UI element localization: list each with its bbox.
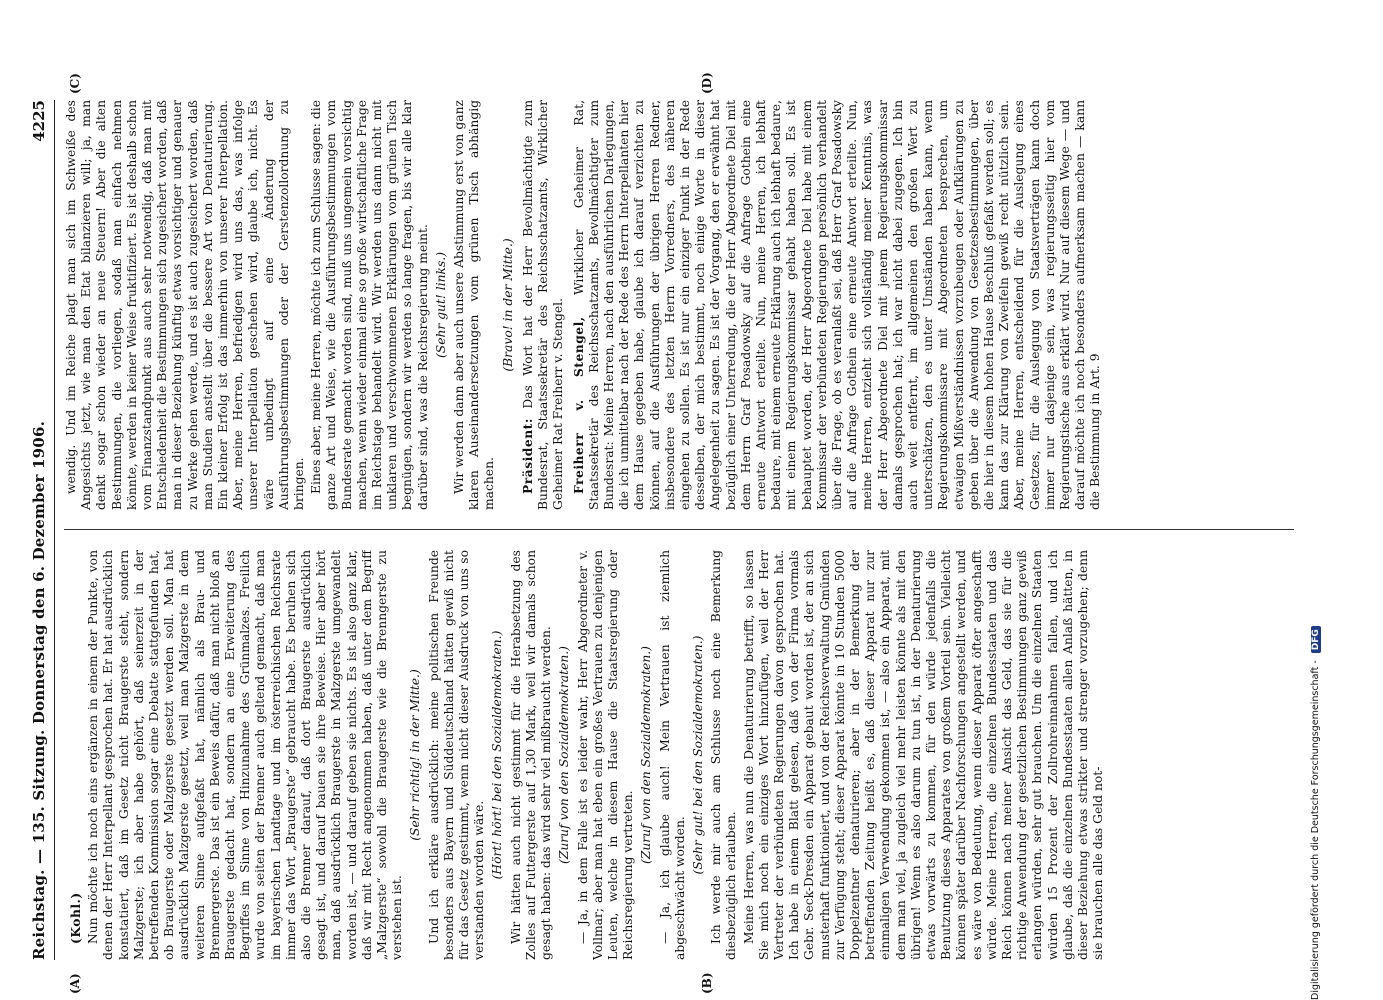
page-header-title: Reichstag. — 135. Sitzung. Donnerstag den 6. Dezember 1906.: [30, 421, 48, 960]
speaker-name: Präsident:: [519, 418, 535, 494]
left-paragraph: Ich werde mir auch am Schlusse noch eine Bemerkung diesbezüglich erlauben.: [709, 550, 739, 960]
margin-marker-a: (A): [68, 973, 82, 994]
left-paragraph: — Ja, ich glaube auch! Mein Vertrauen ist ziemlich abgeschwächt worden.: [657, 550, 687, 960]
dfg-logo: DFG: [1311, 626, 1321, 653]
digitization-credit-text: Digitalisierung gefördert durch die Deutsche Forschungsgemeinschaft -: [1310, 660, 1321, 1000]
document-page: [20, 60, 1320, 1000]
right-paragraph: Eines aber, meine Herren, möchte ich zum Schlusse sagen: die ganze Art und Weise, wie die Ausführungsbestimmungen vom Bundesrate gemacht worden sind, muß uns ungemein vorsichtig machen, wenn wieder einmal eine so große wirtschaftliche Frage im Reichstage behandelt wird. Wir werden uns dann nicht mit unklaren und verschwommenen Erklärungen vom grünen Tisch begnügen, sondern wir werden so lange fragen, bis wir alle klar darüber sind, was die Reichsregierung meint.: [309, 100, 430, 510]
left-interjection: (Sehr gut! bei den Sozialdemokraten.): [690, 635, 705, 875]
right-paragraph: Wir werden dann aber auch unsere Abstimmung erst von ganz klaren Auseinandersetzungen vom grünen Tisch abhängig machen.: [452, 100, 497, 510]
right-speaker-paragraph: [571, 100, 1104, 510]
right-paragraph: wendig. Und im Reiche plagt man sich im Schweiße des Angesichts jetzt, wie man den Etat bilanzieren will; ja, man denkt sogar schon wieder an neue Steuern! Aber die alten Bestimmungen, die vorliegen, sodaß man einfach nehmen könnte, werden in keiner Weise fruktifiziert. Es ist deshalb schon vom Finanzstandpunkt aus auch sehr notwendig, daß man mit Entschiedenheit die Bestimmungen sich zugesichert worden, daß man in dieser Beziehung künftig etwas vorsichtiger und genauer zu Werke gehen werde, und es ist auch zugesichert worden, daß man Studien anstellt über die bessere Art von Denaturierung. Ein kleiner Erfolg ist das immerhin von unserer Interpellation. Aber, meine Herren, befriedigen wird uns das, was infolge unserer Interpellation geschehen wird, glaube ich, nicht. Es wäre unbedingt auf eine Änderung der Ausführungsbestimmungen oder der Gerstenzollordnung zu bringen.: [64, 100, 307, 510]
right-speaker-paragraph: [520, 100, 567, 510]
left-speaker-paragraph: [68, 550, 84, 960]
speech-text: Das Wort hat der Herr Bevollmächtigte zum Bundesrat, Staatssekretär des Reichsschatzamts, Wirklicher Geheimer Rat Freiherr v. Stengel.: [520, 100, 566, 510]
margin-marker-d: (D): [700, 72, 714, 94]
left-paragraph: Nun möchte ich noch eins ergänzen in einem der Punkte, von denen der Herr Interpellant gesprochen hat. Er hat ausdrücklich konstatiert, daß im Gesetz nicht Braugerste steht, sondern Malzgerste; ich aber habe gehört, daß seinerzeit in der betreffenden Kommission sogar eine Debatte stattgefunden hat, ob Braugerste oder Malzgerste gesetzt werden soll. Man hat ausdrücklich Malzgerste gesetzt, weil man Malzgerste in dem weiteren Sinne aufgefaßt hat, nämlich als Brau- und Brennergerste. Das ist ein Beweis dafür, daß man nicht bloß an Braugerste gedacht hat, sondern an eine Erweiterung des Begriffes im Sinne von Hinzunahme des Grünmalzes. Freilich wurde von seiten der Brenner auch geltend gemacht, daß man im bayerischen Landtage und im österreichischen Reichsrate immer das Wort „Braugerste“ gebraucht habe. Es beruhen sich also die Brenner darauf, daß dort Braugerste ausdrücklich gesagt ist, und darauf bauen sie ihre Beweise. Hier aber hört man, daß ausdrücklich Braugerste in Malzgerste umgewandelt worden ist, — und darauf geben sie nichts. Es ist also ganz klar, daß wir mit Recht angenommen haben, daß unter dem Begriff „Malzgerste“ sowohl die Braugerste wie die Brenngerste zu verstehen ist.: [86, 550, 405, 960]
left-interjection: (Sehr richtig! in der Mitte.): [408, 669, 423, 841]
speech-text: Wirklicher Geheimer Rat, Staatssekretär des Reichsschatzamts, Bevollmächtigter zum Bundesrat: Meine Herren, nach den ausführlichen Darlegungen, die ich unmittelbar nach der Rede des Herrn Interpellanten hier dem Hause gegeben habe, glaube ich darauf verzichten zu können, auf die Ausführungen der übrigen Herren Redner, insbesondere des letzten Herrn Vorredners, des näheren eingehen zu sollen. Es ist nur ein einziger Punkt in der Rede desselben, der mich bestimmt, noch einige Worte in dieser Angelegenheit zu sagen. Es ist der Vorgang, den er erwähnt hat bezüglich einer Unterredung, die der Herr Abgeordnete Diel mit dem Herrn Graf Posadowsky auf die Anfrage Gothein eine erneute Antwort erteilte. Nun, meine Herren, ich lebhaft bedaure, mit einem erneute Erklärung auch ich lebhaft bedaure, mit einem Regierungskommissar gehabt haben soll. Es ist behauptet worden, der Herr Abgeordnete Diel habe mit einem Kommissar der verbündeten Regierungen persönlich verhandelt über die Frage, ob es veranlaßt sei, daß Herr Graf Posadowsky auf die Anfrage Gothein eine erneute Antwort erteilte. Nun, meine Herren, entzieht sich vollständig meiner Kenntnis, was der Herr Abgeordnete Diel mit jenem Regierungskommissar damals gesprochen hat; ich war nicht dabei zugegen. Ich bin auch weit entfernt, im allgemeinen den großen Wert zu unterschätzen, den es unter Umständen haben kann, wenn Regierungskommissare mit Abgeordneten besprechen, um etwaigen Mißverständnissen vorzubeugen oder Aufklärungen zu geben über die Anwendung von Gesetzesbestimmungen, über die hier in diesem hohen Hause Beschluß gefaßt werden soll; es kann das zur Klärung von Zweifeln gewiß recht nützlich sein. Aber, meine Herren, entscheidend für die Auslegung eines Gesetzes, für die Auslegung von Staatsverträgen kann doch immer nur dasjenige sein, was regierungsseitig hier vom Regierungstische aus erklärt wird. Nur auf diesem Wege — und darauf möchte ich noch besonders aufmerksam machen — kann die Bestimmung in Art. 9: [571, 100, 1103, 510]
speaker-name: (Kohl.): [68, 892, 83, 944]
left-interjection: (Zuruf von den Sozialdemokraten.): [639, 646, 654, 864]
right-text-column: [64, 100, 1304, 510]
left-paragraph: Wir hätten auch nicht gestimmt für die Herabsetzung des Zolles auf Futtergerste auf 1,30 Mark, weil wir damals schon gesagt haben: das wird sehr viel mißbraucht werden.: [508, 550, 554, 960]
margin-marker-c: (C): [68, 73, 82, 94]
left-paragraph: Und ich erkläre ausdrücklich: meine politischen Freunde besonders aus Bayern und Süddeutschland hätten gewiß nicht für das Gesetz gestimmt, wenn nicht dieser Ausdruck von uns so verstanden worden wäre.: [426, 550, 487, 960]
left-interjection: (Hört! hört! bei den Sozialdemokraten.): [490, 630, 505, 880]
right-interjection: (Bravo! in der Mitte.): [500, 238, 515, 372]
column-divider: [64, 529, 1294, 530]
margin-marker-b: (B): [700, 972, 714, 994]
digitization-credit: [1310, 60, 1321, 1000]
left-text-column: [64, 550, 1304, 960]
page-header: [26, 100, 52, 960]
page-number: 4225: [30, 100, 48, 142]
left-paragraph: — Ja, in dem Falle ist es leider wahr, Herr Abgeordneter v. Vollmar; aber man hat eben ein großes Vertrauen zu denjenigen Leuten, welche in diesem Hause die Staatsregierung oder Reichsregierung vertreten.: [575, 550, 636, 960]
header-rule: [54, 100, 55, 960]
speaker-name: Freiherr v. Stengel,: [570, 316, 586, 494]
right-interjection: (Sehr gut! links.): [433, 251, 448, 359]
left-interjection: (Zuruf von den Sozialdemokraten.): [557, 646, 572, 864]
left-paragraph: Meine Herren, was nun die Denaturierung betrifft, so lassen Sie mich noch ein einziges Wort hinzufügen, weil der Herr Vertreter der verbündeten Regierungen davon gesprochen hat. Ich habe in einem Blatt gelesen, daß von der Firma vormals Gebr. Seck-Dresden ein Apparat gebaut worden ist, der an sich musterhaft funktioniert, und von der Reichsverwaltung Gmünden zur Verfügung steht; dieser Apparat könnte in 10 Stunden 5000 Doppelzentner denaturieren; aber in der Bemerkung der betreffenden Zeitung heißt es, daß dieser Apparat nur zur einmaligen Verwendung gekommen ist, — also ein Apparat, mit dem man viel, ja zugleich viel mehr leisten könnte als mit den übrigen! Wenn es also darum zu tun ist, in der Denaturierung etwas vorwärts zu kommen, für den würde jedenfalls die Benutzung dieses Apparates von großem Vorteil sein. Vielleicht können später darüber Nachforschungen angestellt werden, und es wäre von Bedeutung, wenn dieser Apparat öfter angeschafft würde. Meine Herren, die einzelnen Bundesstaaten und das Reich können nach meiner Ansicht das Geld, das sie für die richtige Anwendung der gesetzlichen Bestimmungen ganz gewiß erlangen würden, sehr gut brauchen. Um die einzelnen Staaten würden 15 Prozent der Zollrohreinnahmen fallen, und ich glaube, daß die einzelnen Bundesstaaten allen Anlaß hätten, in dieser Beziehung etwas strikter und strenger vorzugehen; denn sie brauchen alle das Geld not-: [741, 550, 1106, 960]
